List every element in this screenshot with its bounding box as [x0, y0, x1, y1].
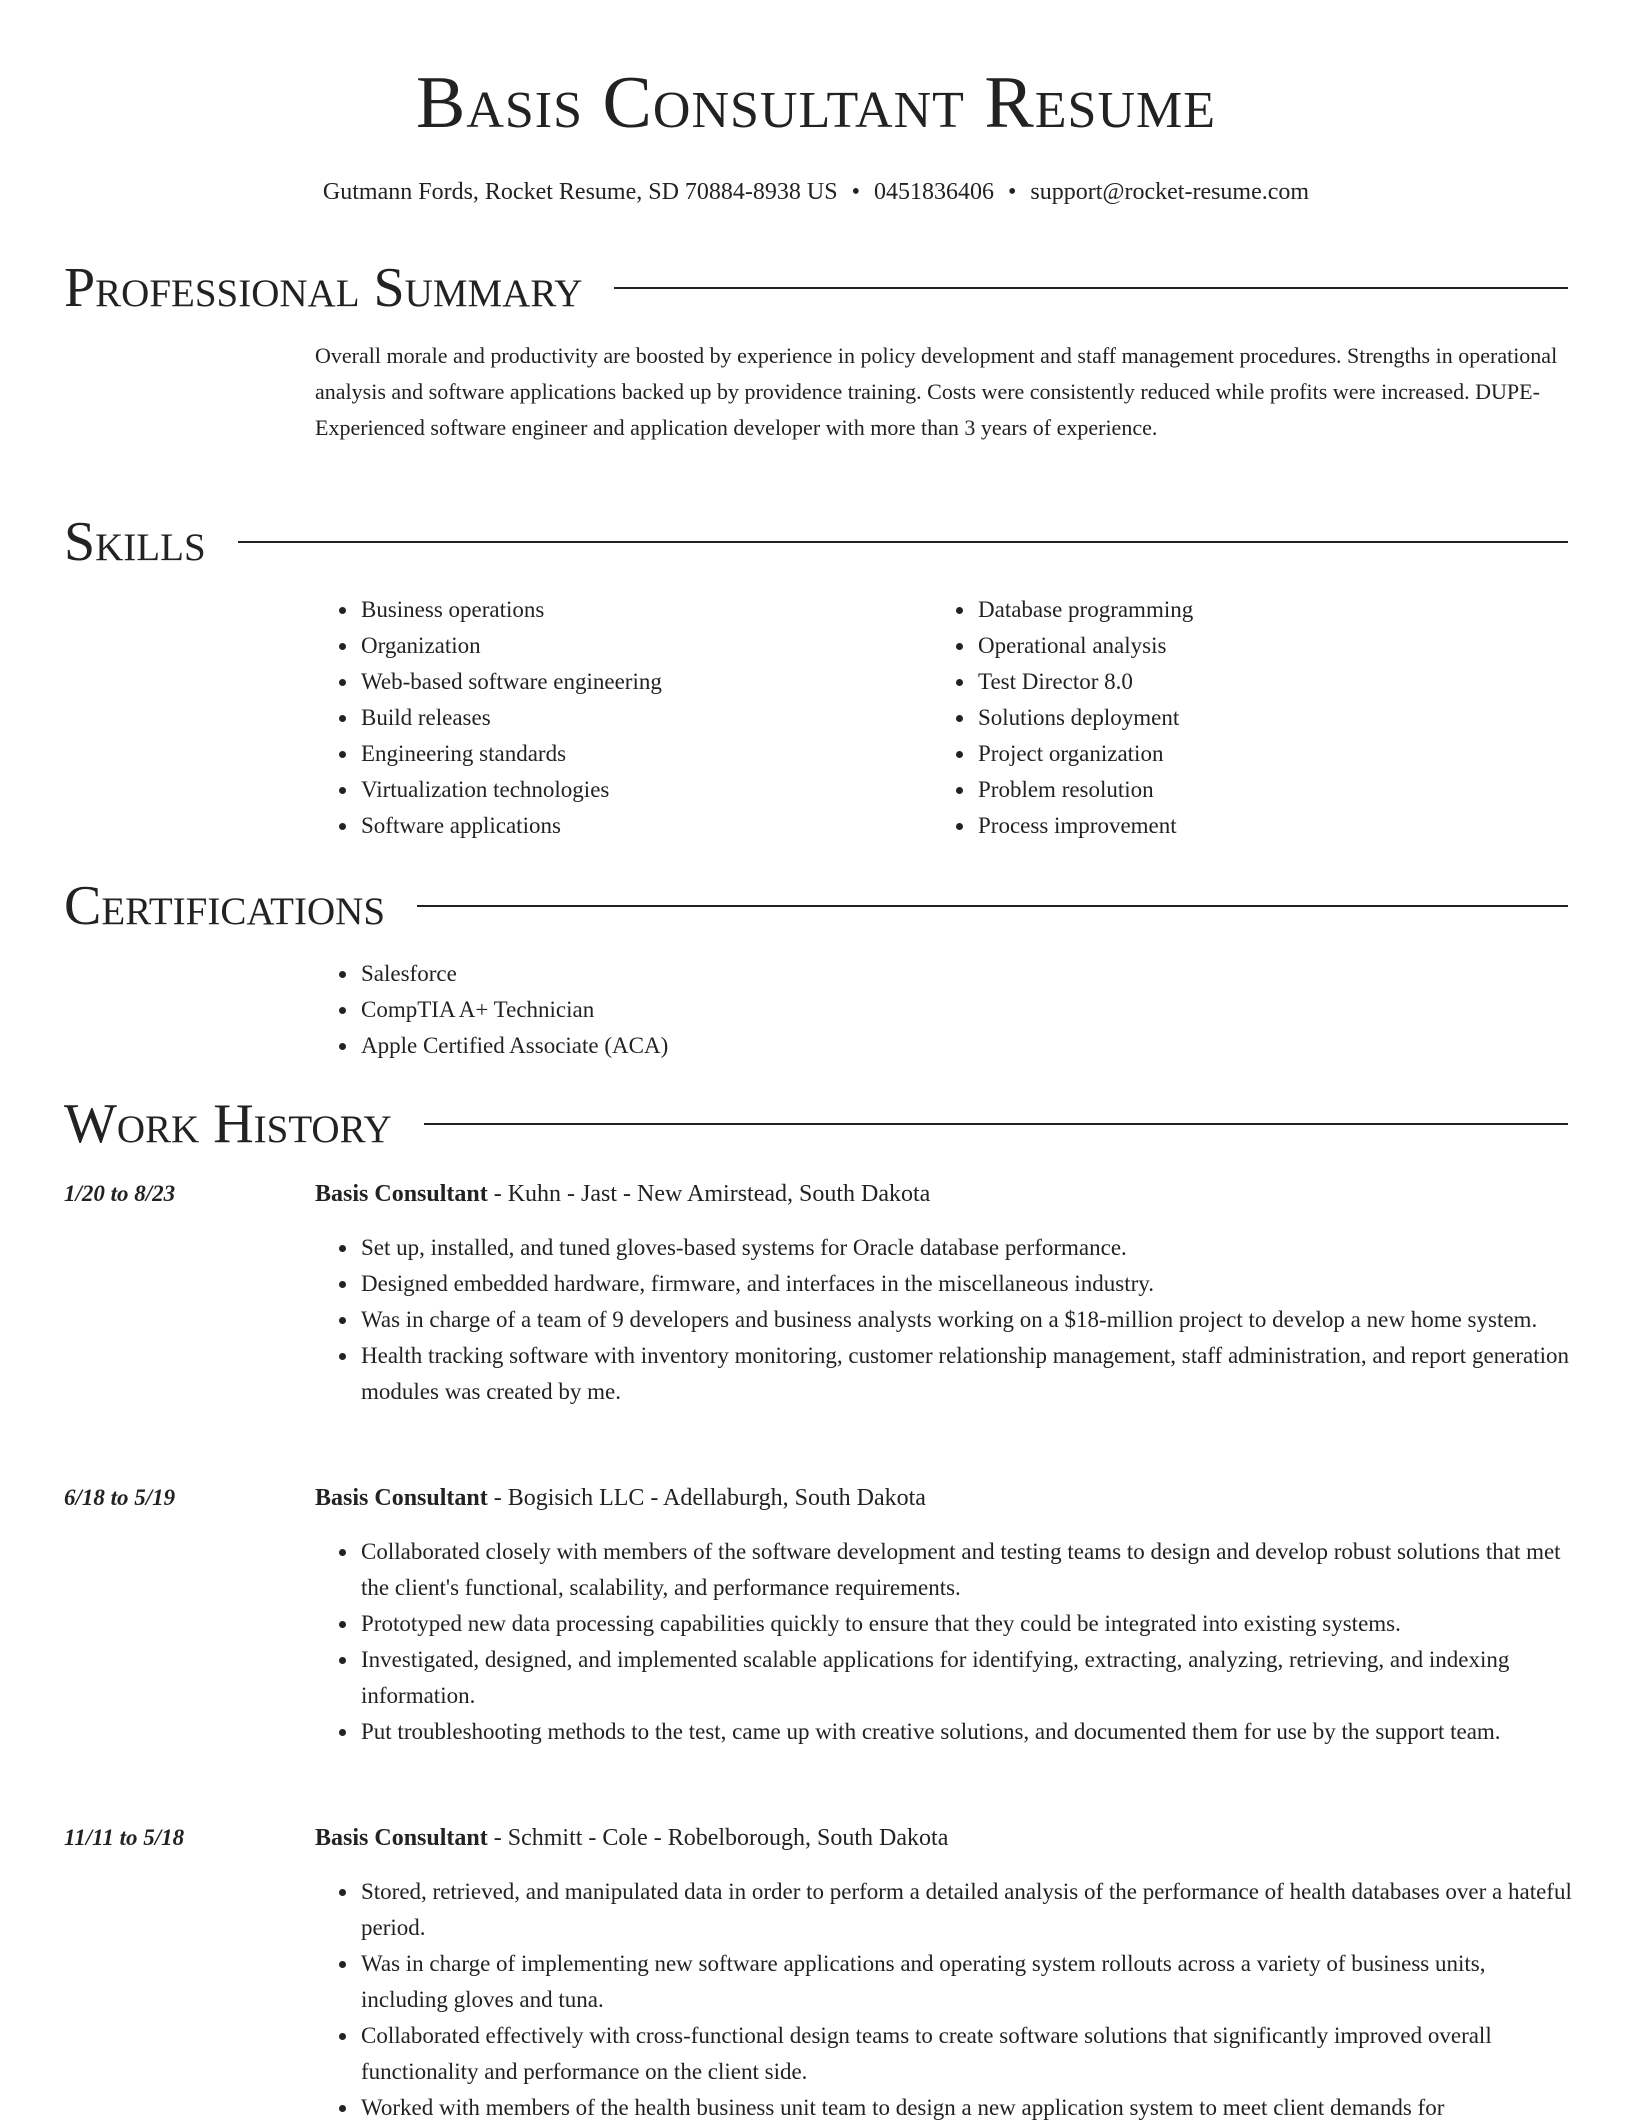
contact-address: Gutmann Fords, Rocket Resume, SD 70884-8938 US [322, 179, 838, 205]
job-bullet-list [315, 1874, 1577, 2126]
skills-list-right [932, 592, 1532, 844]
job-role: Basis Consultant [315, 1825, 488, 1851]
contact-separator: • [1007, 179, 1017, 205]
section-skills [64, 507, 1568, 577]
section-heading: Work History [64, 1093, 392, 1155]
skill-item: • Problem resolution [976, 772, 1532, 808]
skill-item: • Software applications [359, 808, 915, 844]
section-divider [238, 541, 1568, 543]
skill-item: • Virtualization technologies [359, 772, 915, 808]
job-bullet: • Was in charge of implementing new software applications and operating system rollouts across a variety of business units, including gloves and tuna. [359, 1946, 1577, 2018]
job-bullet: • Collaborated effectively with cross-functional design teams to create software solutions that significantly improved overall functionality and performance on the client side. [359, 2018, 1577, 2090]
job-bullet: • Prototyped new data processing capabilities quickly to ensure that they could be integrated into existing systems. [359, 1606, 1577, 1642]
job-bullet: • Worked with members of the health business unit team to design a new application system to meet client demands for [359, 2090, 1577, 2126]
job-bullets [315, 1230, 1577, 1410]
skill-item: • Operational analysis [976, 628, 1532, 664]
skill-item: • Organization [359, 628, 915, 664]
skill-item: • Database programming [976, 592, 1532, 628]
job-company: - Kuhn - Jast - New Amirstead, South Dakota [487, 1181, 931, 1207]
job-role: Basis Consultant [315, 1485, 488, 1511]
job-dates: 1/20 to 8/23 [64, 1181, 176, 1206]
skills-column-right [932, 592, 1532, 844]
job-bullet-list [315, 1534, 1577, 1750]
skill-item: • Process improvement [976, 808, 1532, 844]
skill-item: • Build releases [359, 700, 915, 736]
job-bullet-list [315, 1230, 1577, 1410]
certifications-list [315, 956, 1215, 1064]
resume-title: Basis Consultant Resume [415, 62, 1217, 144]
section-work-history [64, 1089, 1568, 1159]
skills-list-left [315, 592, 915, 844]
certification-item: • Apple Certified Associate (ACA) [359, 1028, 1215, 1064]
section-heading: Professional Summary [64, 257, 583, 319]
job-bullet: • Collaborated closely with members of the software development and testing teams to design and develop robust solutions that met the client's functional, scalability, and performance requirements. [359, 1534, 1577, 1606]
job-company: - Schmitt - Cole - Robelborough, South Dakota [487, 1825, 949, 1851]
contact-phone: 0451836406 [873, 179, 994, 205]
skill-item: • Business operations [359, 592, 915, 628]
job-heading [315, 1820, 1575, 1856]
contact-separator: • [851, 179, 860, 205]
job-bullet: • Set up, installed, and tuned gloves-based systems for Oracle database performance. [359, 1230, 1577, 1266]
job-company: - Bogisich LLC - Adellaburgh, South Dakota [487, 1485, 926, 1511]
job-heading [315, 1480, 1575, 1516]
job-bullet: • Was in charge of a team of 9 developers and business analysts working on a $18-million project to develop a new home system. [359, 1302, 1577, 1338]
section-divider [417, 905, 1568, 907]
skill-item: • Test Director 8.0 [976, 664, 1532, 700]
certifications-block [315, 956, 1215, 1064]
section-divider [614, 287, 1568, 289]
skill-item: • Project organization [976, 736, 1532, 772]
section-professional-summary [64, 253, 1568, 323]
job-bullet: • Put troubleshooting methods to the test, came up with creative solutions, and documented them for use by the support team. [359, 1714, 1577, 1750]
skill-item: • Web-based software engineering [359, 664, 915, 700]
certification-item: • Salesforce [359, 956, 1215, 992]
contact-email: support@rocket-resume.com [1030, 179, 1310, 205]
skills-column-left [315, 592, 915, 844]
job-heading [315, 1176, 1575, 1212]
job-bullet: • Health tracking software with inventory monitoring, customer relationship management, staff administration, and report generation modules was created by me. [359, 1338, 1577, 1410]
section-heading: Skills [64, 511, 206, 573]
section-divider [424, 1123, 1568, 1125]
section-certifications [64, 871, 1568, 941]
skill-item: • Engineering standards [359, 736, 915, 772]
contact-line [0, 176, 1632, 208]
job-bullets [315, 1874, 1577, 2126]
job-dates: 11/11 to 5/18 [64, 1825, 185, 1850]
job-bullets [315, 1534, 1577, 1750]
section-heading: Certifications [64, 875, 386, 937]
job-dates: 6/18 to 5/19 [64, 1485, 176, 1510]
summary-text: Overall morale and productivity are boosted by experience in policy development and staff management procedures. Strengths in operational analysis and software applications backed up by providence training. Costs were consistently reduced while profits were increased. DUPE- Experienced software engineer and application developer with more than 3 years of experience. [315, 343, 1558, 440]
job-role: Basis Consultant [315, 1181, 488, 1207]
job-bullet: • Investigated, designed, and implemented scalable applications for identifying, extracting, analyzing, retrieving, and indexing information. [359, 1642, 1577, 1714]
job-bullet: • Stored, retrieved, and manipulated data in order to perform a detailed analysis of the performance of health databases over a hateful period. [359, 1874, 1577, 1946]
certification-item: • CompTIA A+ Technician [359, 992, 1215, 1028]
skill-item: • Solutions deployment [976, 700, 1532, 736]
job-bullet: • Designed embedded hardware, firmware, and interfaces in the miscellaneous industry. [359, 1266, 1577, 1302]
